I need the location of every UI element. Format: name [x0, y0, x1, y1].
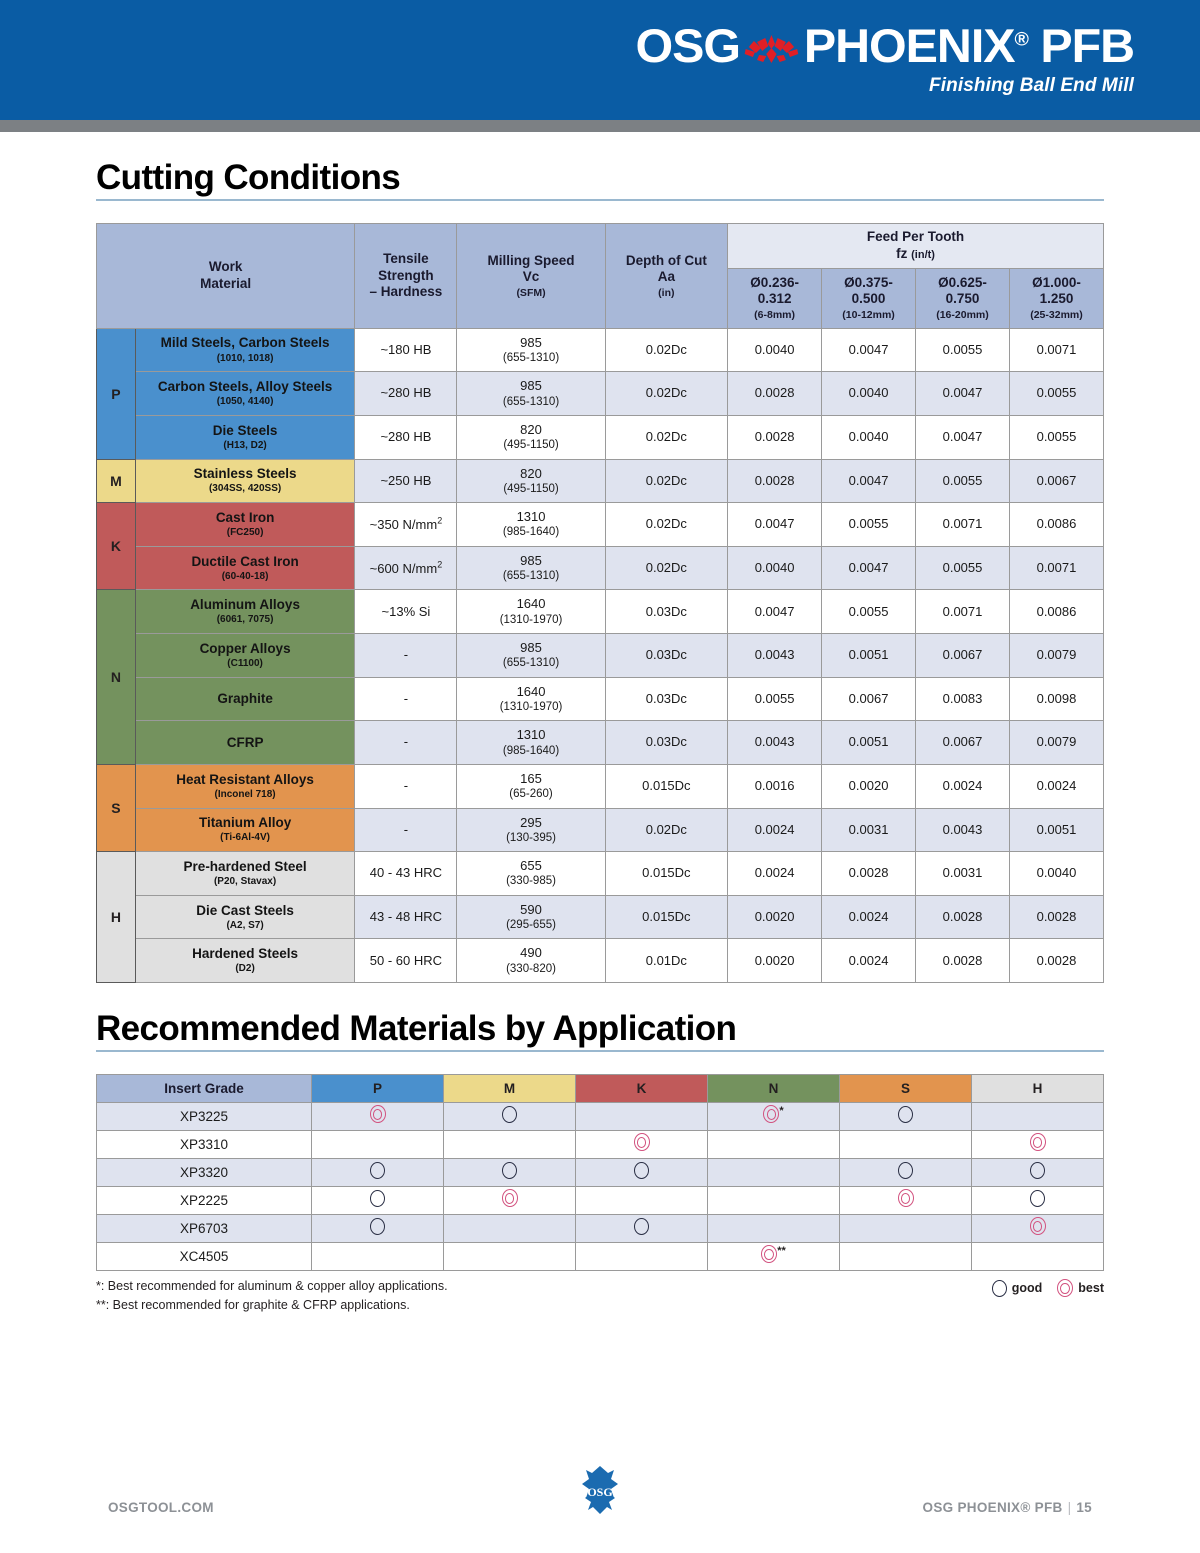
feed-per-tooth-cell-3: 0.0071	[916, 503, 1010, 547]
legend-good-label: good	[1011, 1281, 1043, 1296]
milling-speed-cell: 1640 (1310-1970)	[457, 590, 605, 634]
insert-grade-row	[97, 1187, 1104, 1215]
work-material-cell: Graphite	[135, 677, 355, 721]
work-material-cell: Aluminum Alloys (6061, 7075)	[135, 590, 355, 634]
rating-cell-h	[972, 1243, 1104, 1271]
depth-of-cut-cell: 0.02Dc	[605, 328, 728, 372]
rating-cell-n	[708, 1131, 840, 1159]
best-double-circle-icon	[502, 1189, 518, 1207]
tensile-hardness-cell: 40 - 43 HRC	[355, 852, 457, 896]
tensile-hardness-cell: ~280 HB	[355, 415, 457, 459]
header-work-material: Work Material	[97, 224, 355, 328]
feed-per-tooth-cell-2: 0.0020	[822, 764, 916, 808]
feed-per-tooth-cell-2: 0.0047	[822, 328, 916, 372]
depth-of-cut-cell: 0.015Dc	[605, 895, 728, 939]
best-double-circle-icon	[1057, 1279, 1073, 1297]
osg-footer-logo-icon	[580, 1464, 620, 1525]
rating-cell-k	[576, 1103, 708, 1131]
insert-grade-name: XP2225	[97, 1187, 312, 1215]
notes-and-legend	[96, 1277, 1104, 1315]
header-iso-h: H	[972, 1075, 1104, 1103]
header-tensile-strength: Tensile Strength – Hardness	[355, 224, 457, 328]
work-material-cell: Hardened Steels (D2)	[135, 939, 355, 983]
header-feed-diameter-1: Ø0.236- 0.312 (6-8mm)	[728, 268, 822, 328]
logo-tagline: Finishing Ball End Mill	[929, 75, 1134, 96]
cutting-conditions-title: Cutting Conditions	[96, 158, 401, 197]
feed-per-tooth-cell-4: 0.0071	[1009, 328, 1103, 372]
depth-of-cut-cell: 0.03Dc	[605, 590, 728, 634]
rating-cell-p	[312, 1187, 444, 1215]
cutting-conditions-table	[96, 223, 1104, 983]
feed-per-tooth-cell-3: 0.0043	[916, 808, 1010, 852]
feed-per-tooth-cell-4: 0.0024	[1009, 764, 1103, 808]
rating-cell-m	[444, 1215, 576, 1243]
tensile-hardness-cell: ~280 HB	[355, 372, 457, 416]
table-row	[97, 939, 1104, 983]
feed-per-tooth-cell-3: 0.0067	[916, 721, 1010, 765]
rating-cell-k	[576, 1131, 708, 1159]
feed-per-tooth-cell-3: 0.0067	[916, 634, 1010, 678]
good-circle-icon	[992, 1280, 1007, 1297]
milling-speed-cell: 655 (330-985)	[457, 852, 605, 896]
rating-cell-m	[444, 1103, 576, 1131]
insert-grade-row	[97, 1159, 1104, 1187]
work-material-cell: Heat Resistant Alloys (Inconel 718)	[135, 764, 355, 808]
work-material-cell: Stainless Steels (304SS, 420SS)	[135, 459, 355, 503]
feed-per-tooth-cell-1: 0.0040	[728, 328, 822, 372]
depth-of-cut-cell: 0.02Dc	[605, 415, 728, 459]
iso-group-p: P	[97, 328, 136, 459]
feed-per-tooth-cell-4: 0.0028	[1009, 939, 1103, 983]
table-row	[97, 721, 1104, 765]
work-material-cell: Die Cast Steels (A2, S7)	[135, 895, 355, 939]
feed-per-tooth-cell-1: 0.0047	[728, 503, 822, 547]
rating-cell-k	[576, 1215, 708, 1243]
work-material-cell: Cast Iron (FC250)	[135, 503, 355, 547]
work-material-cell: Mild Steels, Carbon Steels (1010, 1018)	[135, 328, 355, 372]
feed-per-tooth-cell-1: 0.0047	[728, 590, 822, 634]
footer-product: OSG PHOENIX® PFB	[922, 1500, 1063, 1515]
depth-of-cut-cell: 0.02Dc	[605, 372, 728, 416]
rating-cell-n	[708, 1243, 840, 1271]
logo-osg-text: OSG	[635, 19, 740, 72]
header-divider-band	[0, 120, 1200, 132]
good-circle-icon	[502, 1106, 517, 1123]
insert-grade-row	[97, 1215, 1104, 1243]
table-row	[97, 328, 1104, 372]
insert-grade-name: XP3225	[97, 1103, 312, 1131]
feed-per-tooth-cell-3: 0.0055	[916, 459, 1010, 503]
rating-cell-s	[840, 1159, 972, 1187]
depth-of-cut-cell: 0.02Dc	[605, 459, 728, 503]
svg-text:OSG: OSG	[587, 1485, 613, 1499]
recommended-materials-title: Recommended Materials by Application	[96, 1009, 737, 1049]
milling-speed-cell: 820 (495-1150)	[457, 415, 605, 459]
table-row	[97, 503, 1104, 547]
footnote-single-star: *: Best recommended for aluminum & copper alloy applications.	[96, 1279, 448, 1294]
header-iso-k: K	[576, 1075, 708, 1103]
tensile-hardness-cell: -	[355, 677, 457, 721]
insert-grade-name: XP3320	[97, 1159, 312, 1187]
feed-per-tooth-cell-4: 0.0079	[1009, 721, 1103, 765]
logo-wordmark	[635, 19, 1134, 72]
milling-speed-cell: 985 (655-1310)	[457, 372, 605, 416]
good-circle-icon	[898, 1162, 913, 1179]
depth-of-cut-cell: 0.02Dc	[605, 546, 728, 590]
depth-of-cut-cell: 0.015Dc	[605, 852, 728, 896]
recommended-materials-table	[96, 1074, 1104, 1271]
feed-per-tooth-cell-1: 0.0043	[728, 634, 822, 678]
milling-speed-cell: 165 (65-260)	[457, 764, 605, 808]
feed-per-tooth-cell-1: 0.0055	[728, 677, 822, 721]
legend-best	[1057, 1279, 1104, 1297]
feed-per-tooth-cell-1: 0.0043	[728, 721, 822, 765]
page-footer	[0, 1485, 1200, 1515]
tensile-hardness-cell: 50 - 60 HRC	[355, 939, 457, 983]
rating-cell-p	[312, 1243, 444, 1271]
best-double-circle-icon	[634, 1133, 650, 1151]
work-material-cell: Titanium Alloy (Ti-6Al-4V)	[135, 808, 355, 852]
footer-page-number: 15	[1076, 1500, 1092, 1515]
feed-per-tooth-cell-3: 0.0083	[916, 677, 1010, 721]
depth-of-cut-cell: 0.02Dc	[605, 503, 728, 547]
rating-cell-m	[444, 1131, 576, 1159]
feed-per-tooth-cell-4: 0.0086	[1009, 503, 1103, 547]
footnote-marker: *	[779, 1105, 784, 1118]
brand-logo	[635, 19, 1134, 96]
table-row	[97, 764, 1104, 808]
work-material-cell: CFRP	[135, 721, 355, 765]
feed-per-tooth-cell-1: 0.0028	[728, 372, 822, 416]
feed-per-tooth-cell-4: 0.0071	[1009, 546, 1103, 590]
tensile-hardness-cell: -	[355, 764, 457, 808]
rating-cell-h	[972, 1159, 1104, 1187]
rating-cell-s	[840, 1215, 972, 1243]
rating-cell-p	[312, 1159, 444, 1187]
feed-per-tooth-cell-3: 0.0028	[916, 939, 1010, 983]
feed-per-tooth-cell-2: 0.0047	[822, 546, 916, 590]
header-insert-grade: Insert Grade	[97, 1075, 312, 1103]
header-feed-per-tooth-group: Feed Per Tooth fz (in/t)	[728, 224, 1104, 269]
feed-per-tooth-cell-2: 0.0047	[822, 459, 916, 503]
feed-per-tooth-cell-4: 0.0098	[1009, 677, 1103, 721]
tensile-hardness-cell: ~350 $N/mm^2$	[355, 503, 457, 547]
good-circle-icon	[1030, 1190, 1045, 1207]
tensile-hardness-cell: 43 - 48 HRC	[355, 895, 457, 939]
table-row	[97, 677, 1104, 721]
footnote-marker: **	[777, 1245, 786, 1258]
milling-speed-cell: 985 (655-1310)	[457, 546, 605, 590]
iso-group-h: H	[97, 852, 136, 983]
rating-cell-k	[576, 1187, 708, 1215]
milling-speed-cell: 985 (655-1310)	[457, 634, 605, 678]
rating-cell-h	[972, 1131, 1104, 1159]
footer-product-and-page: OSG PHOENIX® PFB | 15	[922, 1500, 1092, 1515]
depth-of-cut-cell: 0.03Dc	[605, 634, 728, 678]
feed-per-tooth-cell-2: 0.0040	[822, 372, 916, 416]
tensile-hardness-cell: ~250 HB	[355, 459, 457, 503]
header-feed-diameter-4: Ø1.000- 1.250 (25-32mm)	[1009, 268, 1103, 328]
feed-per-tooth-cell-4: 0.0055	[1009, 415, 1103, 459]
milling-speed-cell: 490 (330-820)	[457, 939, 605, 983]
good-circle-icon	[634, 1162, 649, 1179]
good-circle-icon	[502, 1162, 517, 1179]
rating-cell-k	[576, 1159, 708, 1187]
milling-speed-cell: 985 (655-1310)	[457, 328, 605, 372]
header-iso-p: P	[312, 1075, 444, 1103]
depth-of-cut-cell: 0.03Dc	[605, 677, 728, 721]
table-row	[97, 590, 1104, 634]
work-material-cell: Copper Alloys (C1100)	[135, 634, 355, 678]
tensile-hardness-cell: -	[355, 721, 457, 765]
rating-cell-m	[444, 1159, 576, 1187]
feed-per-tooth-cell-2: 0.0031	[822, 808, 916, 852]
good-circle-icon	[634, 1218, 649, 1235]
rating-cell-p	[312, 1131, 444, 1159]
feed-per-tooth-cell-3: 0.0047	[916, 415, 1010, 459]
work-material-cell: Pre-hardened Steel (P20, Stavax)	[135, 852, 355, 896]
header-iso-n: N	[708, 1075, 840, 1103]
rating-cell-s	[840, 1187, 972, 1215]
feed-per-tooth-cell-1: 0.0040	[728, 546, 822, 590]
best-double-circle-icon	[370, 1105, 386, 1123]
rating-cell-n	[708, 1215, 840, 1243]
insert-grade-row	[97, 1243, 1104, 1271]
rating-cell-p	[312, 1103, 444, 1131]
milling-speed-cell: 820 (495-1150)	[457, 459, 605, 503]
work-material-cell: Ductile Cast Iron (60-40-18)	[135, 546, 355, 590]
depth-of-cut-cell: 0.015Dc	[605, 764, 728, 808]
footnotes	[96, 1277, 448, 1315]
logo-phoenix-text: PHOENIX	[803, 19, 1015, 72]
header-iso-m: M	[444, 1075, 576, 1103]
feed-per-tooth-cell-2: 0.0024	[822, 939, 916, 983]
table-row	[97, 372, 1104, 416]
feed-per-tooth-cell-1: 0.0016	[728, 764, 822, 808]
tensile-hardness-cell: ~180 HB	[355, 328, 457, 372]
depth-of-cut-cell: 0.03Dc	[605, 721, 728, 765]
milling-speed-cell: 1310 (985-1640)	[457, 721, 605, 765]
title-underline-2	[96, 1050, 1104, 1052]
feed-per-tooth-cell-3: 0.0071	[916, 590, 1010, 634]
tensile-hardness-cell: -	[355, 808, 457, 852]
header-milling-speed: Milling Speed Vc (SFM)	[457, 224, 605, 328]
iso-group-k: K	[97, 503, 136, 590]
insert-grade-name: XP6703	[97, 1215, 312, 1243]
feed-per-tooth-cell-3: 0.0024	[916, 764, 1010, 808]
good-circle-icon	[370, 1162, 385, 1179]
feed-per-tooth-cell-3: 0.0055	[916, 328, 1010, 372]
table-row	[97, 415, 1104, 459]
rating-cell-s	[840, 1243, 972, 1271]
header-depth-of-cut: Depth of Cut Aa (in)	[605, 224, 728, 328]
recommended-materials-section	[0, 983, 1200, 1315]
header-feed-diameter-3: Ø0.625- 0.750 (16-20mm)	[916, 268, 1010, 328]
rating-cell-s	[840, 1131, 972, 1159]
rating-cell-n	[708, 1187, 840, 1215]
feed-per-tooth-cell-4: 0.0040	[1009, 852, 1103, 896]
feed-per-tooth-cell-3: 0.0047	[916, 372, 1010, 416]
feed-per-tooth-cell-2: 0.0028	[822, 852, 916, 896]
phoenix-bird-icon	[741, 29, 803, 69]
table-row	[97, 546, 1104, 590]
cutting-conditions-section	[0, 132, 1200, 983]
rating-cell-h	[972, 1103, 1104, 1131]
feed-per-tooth-cell-2: 0.0024	[822, 895, 916, 939]
footer-website[interactable]: OSGTOOL.COM	[108, 1500, 214, 1515]
iso-group-s: S	[97, 764, 136, 851]
iso-group-m: M	[97, 459, 136, 503]
rating-cell-h	[972, 1187, 1104, 1215]
good-circle-icon	[370, 1190, 385, 1207]
good-circle-icon	[898, 1106, 913, 1123]
feed-per-tooth-cell-4: 0.0079	[1009, 634, 1103, 678]
feed-per-tooth-cell-1: 0.0028	[728, 459, 822, 503]
table-row	[97, 459, 1104, 503]
feed-per-tooth-cell-2: 0.0040	[822, 415, 916, 459]
feed-per-tooth-cell-2: 0.0067	[822, 677, 916, 721]
insert-grade-name: XC4505	[97, 1243, 312, 1271]
iso-group-n: N	[97, 590, 136, 765]
feed-per-tooth-cell-1: 0.0024	[728, 808, 822, 852]
best-double-circle-icon	[763, 1105, 779, 1123]
feed-per-tooth-cell-2: 0.0055	[822, 590, 916, 634]
feed-per-tooth-cell-1: 0.0020	[728, 895, 822, 939]
feed-per-tooth-cell-2: 0.0051	[822, 721, 916, 765]
table-header-row-1	[97, 224, 1104, 269]
feed-per-tooth-cell-1: 0.0024	[728, 852, 822, 896]
milling-speed-cell: 1310 (985-1640)	[457, 503, 605, 547]
milling-speed-cell: 295 (130-395)	[457, 808, 605, 852]
table-row	[97, 895, 1104, 939]
feed-per-tooth-cell-4: 0.0086	[1009, 590, 1103, 634]
insert-grade-row	[97, 1131, 1104, 1159]
work-material-cell: Die Steels (H13, D2)	[135, 415, 355, 459]
rating-cell-p	[312, 1215, 444, 1243]
rating-cell-m	[444, 1243, 576, 1271]
footnote-double-star: **: Best recommended for graphite & CFRP applications.	[96, 1297, 410, 1312]
feed-per-tooth-cell-1: 0.0020	[728, 939, 822, 983]
feed-per-tooth-cell-1: 0.0028	[728, 415, 822, 459]
header-iso-s: S	[840, 1075, 972, 1103]
depth-of-cut-cell: 0.02Dc	[605, 808, 728, 852]
insert-grade-row	[97, 1103, 1104, 1131]
depth-of-cut-cell: 0.01Dc	[605, 939, 728, 983]
feed-per-tooth-cell-3: 0.0031	[916, 852, 1010, 896]
page-header	[0, 0, 1200, 120]
table-row	[97, 808, 1104, 852]
rating-cell-k	[576, 1243, 708, 1271]
rating-cell-n	[708, 1159, 840, 1187]
insert-grade-header-row	[97, 1075, 1104, 1103]
tensile-hardness-cell: ~13% Si	[355, 590, 457, 634]
best-double-circle-icon	[898, 1189, 914, 1207]
registered-mark: ®	[1014, 29, 1028, 51]
milling-speed-cell: 590 (295-655)	[457, 895, 605, 939]
feed-per-tooth-cell-4: 0.0067	[1009, 459, 1103, 503]
rating-cell-m	[444, 1187, 576, 1215]
tensile-hardness-cell: -	[355, 634, 457, 678]
rating-cell-n	[708, 1103, 840, 1131]
good-circle-icon	[370, 1218, 385, 1235]
feed-per-tooth-cell-3: 0.0055	[916, 546, 1010, 590]
best-double-circle-icon	[761, 1245, 777, 1263]
best-double-circle-icon	[1030, 1133, 1046, 1151]
good-circle-icon	[1030, 1162, 1045, 1179]
rating-cell-h	[972, 1215, 1104, 1243]
table-row	[97, 852, 1104, 896]
symbol-legend	[992, 1277, 1104, 1297]
tensile-hardness-cell: ~600 $N/mm^2$	[355, 546, 457, 590]
rating-cell-s	[840, 1103, 972, 1131]
feed-per-tooth-cell-4: 0.0055	[1009, 372, 1103, 416]
legend-best-label: best	[1078, 1281, 1104, 1296]
header-feed-diameter-2: Ø0.375- 0.500 (10-12mm)	[822, 268, 916, 328]
best-double-circle-icon	[1030, 1217, 1046, 1235]
work-material-cell: Carbon Steels, Alloy Steels (1050, 4140)	[135, 372, 355, 416]
legend-good	[992, 1280, 1043, 1297]
feed-per-tooth-cell-2: 0.0051	[822, 634, 916, 678]
feed-per-tooth-cell-4: 0.0051	[1009, 808, 1103, 852]
feed-per-tooth-cell-2: 0.0055	[822, 503, 916, 547]
feed-per-tooth-cell-3: 0.0028	[916, 895, 1010, 939]
logo-pfb-text: PFB	[1040, 19, 1134, 72]
feed-per-tooth-cell-4: 0.0028	[1009, 895, 1103, 939]
title-underline	[96, 199, 1104, 201]
insert-grade-name: XP3310	[97, 1131, 312, 1159]
table-row	[97, 634, 1104, 678]
milling-speed-cell: 1640 (1310-1970)	[457, 677, 605, 721]
